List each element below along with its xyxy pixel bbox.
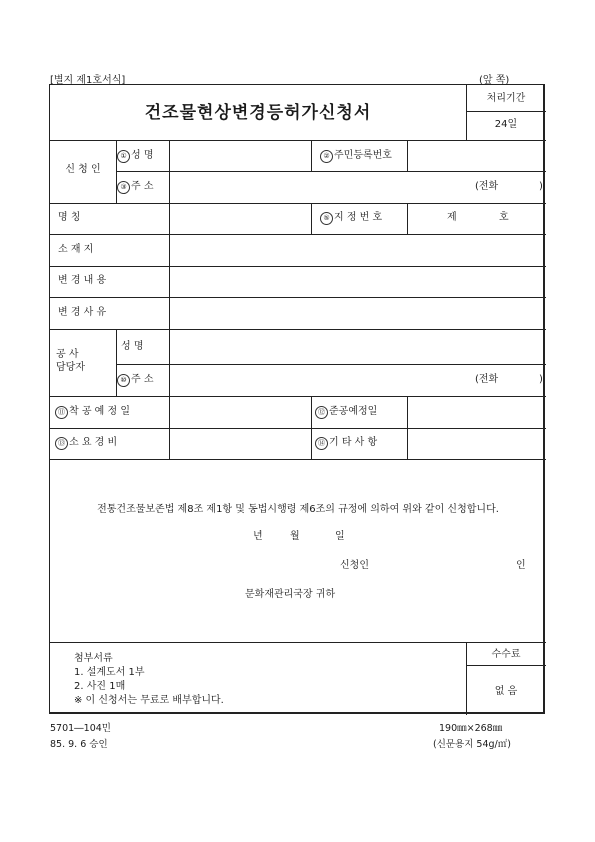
designation-number-label: ⑤ 지 정 번 호 [320, 212, 382, 225]
name-label: 명 칭 [58, 212, 81, 223]
page-side-label: (앞 쪽) [479, 75, 510, 86]
application-form [49, 84, 545, 714]
footer-approval: 85. 9. 6 승인 [50, 739, 108, 750]
attachment-item-1: 1. 설계도서 1부 [74, 667, 145, 678]
date-day: 일 [335, 531, 345, 542]
circled-number: ⑩ [117, 374, 130, 387]
applicant-phone-close: ) [539, 181, 543, 192]
other-matters-label: ⑭ 기 타 사 항 [315, 437, 377, 450]
signature-applicant: 신청인 [340, 560, 369, 571]
circled-number: ⑬ [55, 437, 68, 450]
start-date-label: ⑪ 착 공 예 정 일 [55, 406, 130, 419]
change-reason-label: 변 경 사 유 [58, 307, 107, 318]
circled-number: ⑫ [315, 406, 328, 419]
circled-number: ⑭ [315, 437, 328, 450]
construction-label-line1: 공 사 [56, 349, 79, 360]
construction-label-line2: 담당자 [56, 362, 85, 373]
fee-value: 없 음 [494, 686, 518, 697]
applicant-address-label: ③ 주 소 [117, 181, 154, 194]
processing-period-label: 처리기간 [486, 93, 526, 104]
form-title: 건조물현상변경등허가신청서 [144, 103, 372, 123]
circled-number: ⑤ [320, 212, 333, 225]
free-distribution-note: ※ 이 신청서는 무료로 배부합니다. [74, 695, 224, 706]
footer-paper-type: (신문용지 54g/㎡) [433, 739, 511, 750]
applicant-label: 신 청 인 [65, 164, 101, 175]
completion-date-label: ⑫ 준공예정일 [315, 406, 377, 419]
date-year: 년 [253, 531, 263, 542]
footer-code: 5701―104민 [50, 723, 111, 734]
signature-seal: 인 [516, 560, 526, 571]
attachments-title: 첨부서류 [74, 653, 113, 664]
circled-number: ⑪ [55, 406, 68, 419]
processing-period-value: 24일 [494, 119, 518, 130]
cost-label: ⑬ 소 요 경 비 [55, 437, 117, 450]
designation-ho: 호 [499, 212, 509, 223]
location-label: 소 재 지 [58, 244, 94, 255]
construction-address-label: ⑩ 주 소 [117, 374, 154, 387]
form-number: [별지 제1호서식] [50, 75, 126, 86]
footer-paper-size: 190㎜×268㎜ [439, 723, 503, 734]
applicant-name-label: ① 성 명 [117, 150, 154, 163]
circled-number: ① [117, 150, 130, 163]
date-month: 월 [290, 531, 300, 542]
construction-name-label: 성 명 [121, 341, 144, 352]
recipient: 문화재관리국장 귀하 [245, 589, 336, 600]
application-statement: 전통건조물보존법 제8조 제1항 및 동법시행령 제6조의 규정에 의하여 위와 같이 신청합니다. [97, 504, 499, 515]
construction-phone-label: (전화 [475, 374, 499, 385]
circled-number: ② [320, 150, 333, 163]
construction-phone-close: ) [539, 374, 543, 385]
designation-je: 제 [447, 212, 457, 223]
attachment-item-2: 2. 사진 1매 [74, 681, 126, 692]
fee-label: 수수료 [491, 649, 521, 660]
resident-number-label: ② 주민등록번호 [320, 150, 392, 163]
circled-number: ③ [117, 181, 130, 194]
change-content-label: 변 경 내 용 [58, 275, 107, 286]
applicant-phone-label: (전화 [475, 181, 499, 192]
